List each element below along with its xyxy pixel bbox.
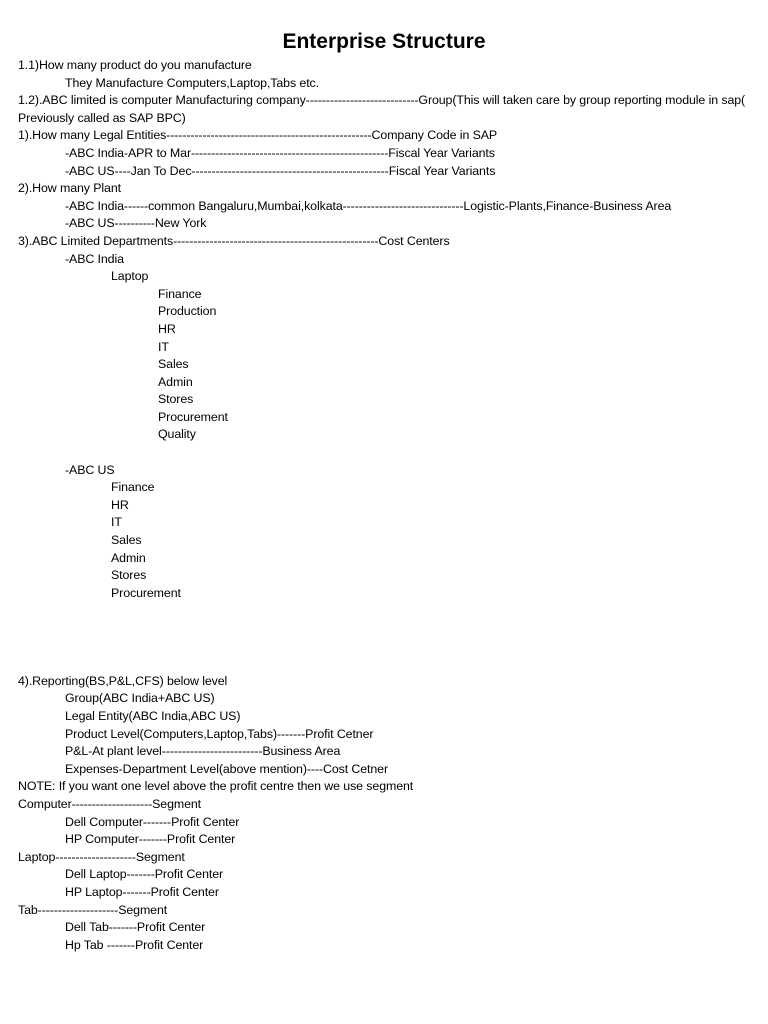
text-line: Legal Entity(ABC India,ABC US) <box>65 708 241 723</box>
text-line: Procurement <box>158 409 228 424</box>
text-line: They Manufacture Computers,Laptop,Tabs etc. <box>65 75 319 90</box>
text-line: Finance <box>111 480 155 495</box>
blank-line <box>18 602 764 620</box>
text-line: Hp Tab -------Profit Center <box>65 937 204 952</box>
text-line: -ABC India-APR to Mar-------------------------------------------------Fiscal Year Variants <box>65 145 495 160</box>
text-line: Group(ABC India+ABC US) <box>65 691 215 706</box>
blank-line <box>18 655 764 673</box>
text-line: 1.1)How many product do you manufacture <box>18 58 252 72</box>
blank-line <box>18 638 764 656</box>
text-line: Quality <box>158 427 196 442</box>
text-line: IT <box>111 515 122 530</box>
text-line: 1).How many Legal Entities---------------------------------------------------Company Code in SAP <box>18 128 498 143</box>
text-line: -ABC US <box>65 462 115 477</box>
text-line: HP Laptop-------Profit Center <box>65 884 219 899</box>
text-line: Procurement <box>111 585 181 600</box>
text-line: Product Level(Computers,Laptop,Tabs)-------Profit Cetner <box>65 726 374 741</box>
text-line: 2).How many Plant <box>18 181 121 196</box>
document-body <box>18 57 764 954</box>
text-line: -ABC India------common Bangaluru,Mumbai,kolkata------------------------------Logistic-Plants,Finance-Business Area <box>65 198 672 213</box>
text-line: Sales <box>111 533 142 548</box>
text-line: Laptop <box>111 269 149 284</box>
text-line: Computer--------------------Segment <box>18 796 202 811</box>
text-line: Finance <box>158 286 202 301</box>
text-line: Admin <box>111 550 146 565</box>
text-line: NOTE: If you want one level above the profit centre then we use segment <box>18 779 414 794</box>
text-line: P&L-At plant level-------------------------Business Area <box>65 744 341 759</box>
blank-line <box>18 444 764 462</box>
text-line: HP Computer-------Profit Center <box>65 832 236 847</box>
text-line: 3).ABC Limited Departments---------------------------------------------------Cost Centers <box>18 233 450 248</box>
text-line: Tab--------------------Segment <box>18 902 168 917</box>
blank-line <box>18 620 764 638</box>
text-line: Dell Tab-------Profit Center <box>65 920 206 935</box>
text-line: Production <box>158 304 217 319</box>
text-line: -ABC US----------New York <box>65 216 207 231</box>
text-line: HR <box>111 497 129 512</box>
text-line: 4).Reporting(BS,P&L,CFS) below level <box>18 673 228 688</box>
text-line: -ABC US----Jan To Dec-------------------------------------------------Fiscal Year Variants <box>65 163 496 178</box>
text-line: Stores <box>158 392 194 407</box>
text-line: Dell Laptop-------Profit Center <box>65 867 224 882</box>
text-line: Sales <box>158 357 189 372</box>
text-line: HR <box>158 321 176 336</box>
text-line: -ABC India <box>65 251 124 266</box>
text-line: Stores <box>111 568 147 583</box>
text-line: Laptop--------------------Segment <box>18 849 185 864</box>
text-line: Admin <box>158 374 193 389</box>
document-title: Enterprise Structure <box>282 30 486 53</box>
text-line: IT <box>158 339 169 354</box>
text-line: Expenses-Department Level(above mention)----Cost Cetner <box>65 761 388 776</box>
text-line: Dell Computer-------Profit Center <box>65 814 240 829</box>
text-line: 1.2).ABC limited is computer Manufacturing company----------------------------Group(This will taken care by group reporting module in sap( Previously called as SAP BPC) <box>18 93 746 125</box>
